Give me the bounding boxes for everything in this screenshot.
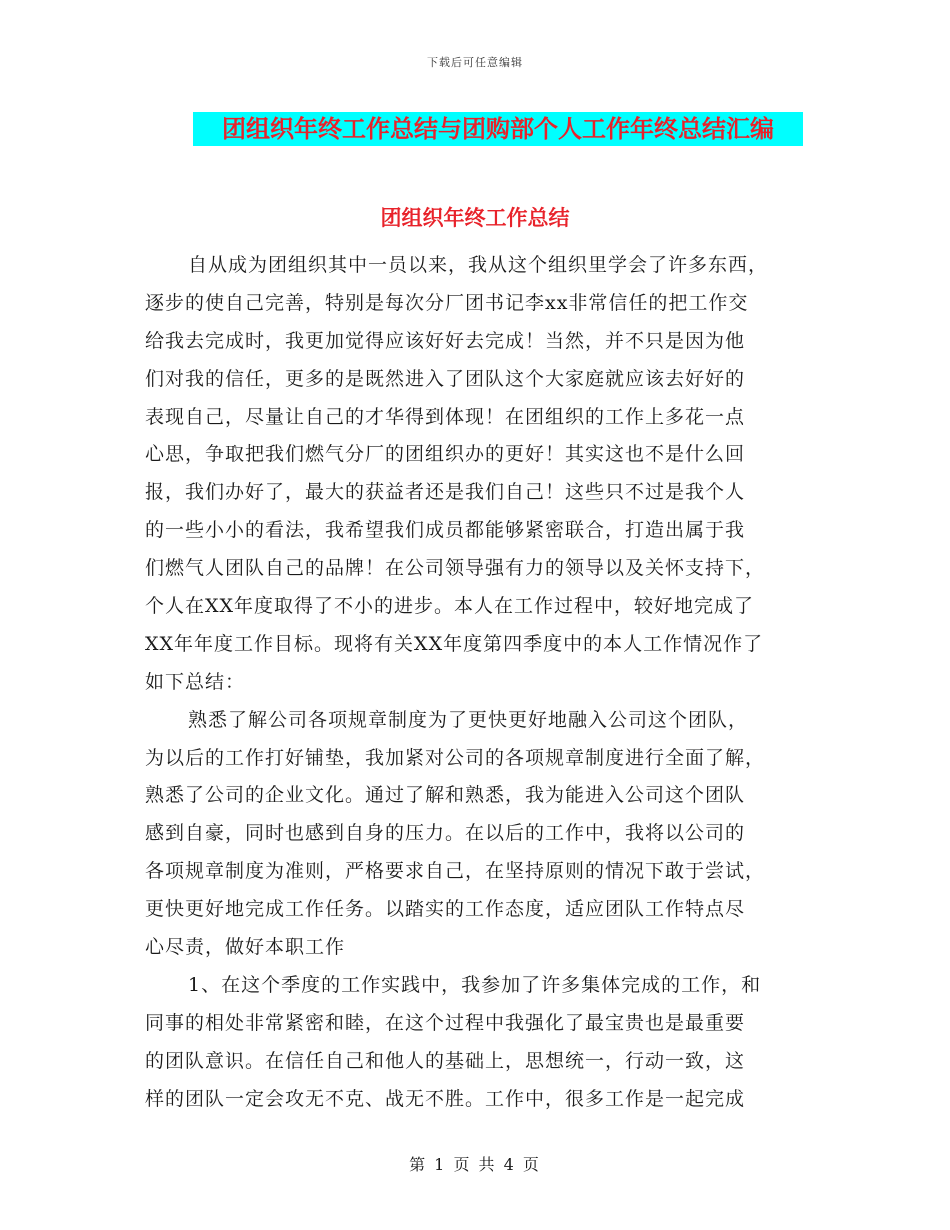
section-title: 团组织年终工作总结 — [380, 206, 570, 230]
body-text-line: 熟悉了解公司各项规章制度为了更快更好地融入公司这个团队， — [188, 708, 749, 731]
body-text-line: 熟悉了公司的企业文化。通过了解和熟悉，我为能进入公司这个团队 — [145, 784, 746, 807]
body-text-line: 自从成为团组织其中一员以来，我从这个组织里学会了许多东西， — [188, 254, 769, 276]
body-text-line: 如下总结： — [145, 670, 246, 693]
document-main-title: 团组织年终工作总结与团购部个人工作年终总结汇编 — [193, 112, 803, 146]
body-text-line: 逐步的使自己完善，特别是每次分厂团书记李xx非常信任的把工作交 — [145, 291, 749, 314]
body-text-line: 为以后的工作打好铺垫，我加紧对公司的各项规章制度进行全面了解， — [145, 746, 766, 769]
body-text-line: 各项规章制度为准则，严格要求自己，在坚持原则的情况下敢于尝试， — [145, 860, 766, 883]
body-text-line: 感到自豪，同时也感到自身的压力。在以后的工作中，我将以公司的 — [145, 822, 746, 845]
body-text-line: 心尽责，做好本职工作 — [145, 936, 346, 959]
body-text-line: 同事的相处非常紧密和睦，在这个过程中我强化了最宝贵也是最重要 — [145, 1011, 746, 1034]
page-header-note: 下载后可任意编辑 — [427, 56, 523, 69]
body-text-line: 样的团队一定会攻无不克、战无不胜。工作中，很多工作是一起完成 — [145, 1087, 746, 1110]
body-text-line: 的团队意识。在信任自己和他人的基础上，思想统一，行动一致，这 — [145, 1049, 746, 1072]
page-number-footer: 第 1 页 共 4 页 — [409, 1155, 541, 1174]
body-text-line: 们燃气人团队自己的品牌！在公司领导强有力的领导以及关怀支持下， — [145, 557, 766, 580]
body-text-line: 心思，争取把我们燃气分厂的团组织办的更好！其实这也不是什么回 — [145, 443, 746, 466]
body-text-line: 1、在这个季度的工作实践中，我参加了许多集体完成的工作，和 — [188, 973, 762, 996]
body-text-line: 个人在XX年度取得了不小的进步。本人在工作过程中，较好地完成了 — [145, 595, 755, 618]
body-text-line: 的一些小小的看法，我希望我们成员都能够紧密联合，打造出属于我 — [145, 519, 746, 542]
body-text-line: 给我去完成时，我更加觉得应该好好去完成！当然，并不只是因为他 — [145, 329, 746, 352]
body-text-line: 们对我的信任，更多的是既然进入了团队这个大家庭就应该去好好的 — [145, 367, 746, 390]
body-text-line: 表现自己，尽量让自己的才华得到体现！在团组织的工作上多花一点 — [145, 405, 746, 428]
document-body — [145, 247, 805, 1118]
body-text-line: 更快更好地完成工作任务。以踏实的工作态度，适应团队工作特点尽 — [145, 898, 746, 921]
body-text-line: XX年年度工作目标。现将有关XX年度第四季度中的本人工作情况作了 — [145, 632, 764, 655]
body-text-line: 报，我们办好了，最大的获益者还是我们自己！这些只不过是我个人 — [145, 481, 746, 504]
